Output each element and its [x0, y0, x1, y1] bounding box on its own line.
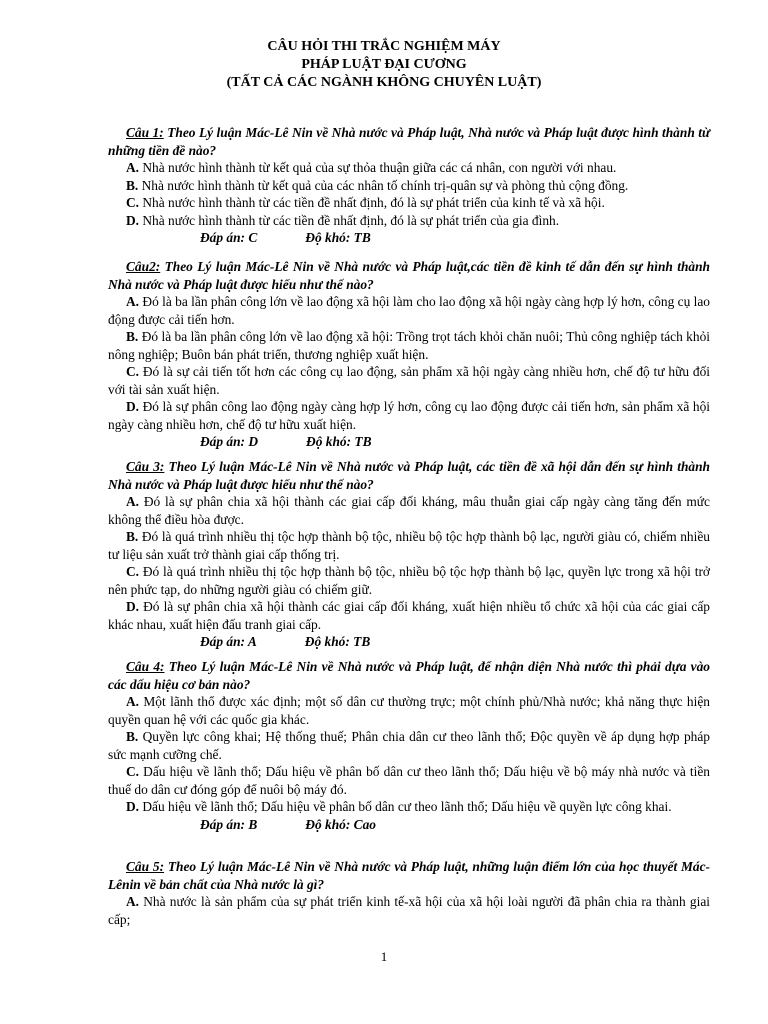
question-1	[108, 124, 710, 247]
option-letter: C.	[126, 764, 140, 779]
difficulty: Độ khó: TB	[304, 634, 371, 649]
option-b	[108, 328, 710, 363]
answer-line	[108, 816, 710, 834]
option-letter: B.	[126, 177, 139, 193]
option-letter: D.	[126, 399, 140, 414]
option-b	[108, 177, 710, 195]
option-d	[108, 398, 710, 433]
option-letter: A.	[126, 494, 140, 509]
option-letter: A.	[126, 894, 140, 909]
question-4	[108, 658, 710, 833]
question-stem	[108, 458, 710, 493]
option-letter: B.	[126, 329, 139, 344]
option-b	[108, 728, 710, 763]
option-b	[108, 528, 710, 563]
answer-key: Đáp án: A	[200, 634, 257, 649]
option-d	[108, 212, 710, 230]
answer-line	[108, 433, 710, 451]
option-letter: A.	[126, 294, 140, 309]
question-stem	[108, 258, 710, 293]
question-label: Câu 4:	[126, 659, 165, 674]
option-text: Đó là sự phân chia xã hội thành các giai cấp đối kháng, mâu thuẫn giai cấp ngày càng tăng đến mức không thể điều hòa được.	[108, 494, 710, 527]
option-a	[108, 493, 710, 528]
option-letter: A.	[126, 160, 140, 175]
option-d	[108, 798, 710, 816]
answer-key: Đáp án: C	[200, 230, 258, 245]
answer-key: Đáp án: B	[200, 816, 258, 832]
option-letter: C.	[126, 364, 140, 379]
answer-line	[108, 633, 710, 651]
option-c	[108, 563, 710, 598]
option-text: Nhà nước hình thành từ các tiền đề nhất định, đó là sự phát triển của kinh tế và xã hội.	[139, 195, 605, 210]
question-5	[108, 858, 710, 928]
option-text: Nhà nước hình thành từ kết quả của các nhân tố chính trị-quân sự và phòng thủ cộng đồng.	[138, 177, 629, 193]
question-stem	[108, 124, 710, 159]
option-letter: D.	[126, 799, 140, 814]
option-letter: B.	[126, 729, 139, 744]
option-text: Đó là sự cải tiến tốt hơn các công cụ lao động, sản phẩm xã hội ngày càng nhiều hơn, chế độ tư hữu đối với tài sản xuất hiện.	[108, 364, 710, 397]
option-text: Đó là ba lần phân công lớn về lao động xã hội làm cho lao động xã hội ngày càng hợp lý hơn, công cụ lao động được cải tiến hơn.	[108, 294, 710, 327]
option-letter: D.	[126, 599, 140, 614]
option-letter: C.	[126, 564, 140, 579]
option-d	[108, 598, 710, 633]
question-label: Câu2:	[126, 259, 161, 274]
option-letter: D.	[126, 212, 140, 228]
title-line-1: CÂU HỎI THI TRẮC NGHIỆM MÁY	[267, 39, 501, 54]
option-c	[108, 763, 710, 798]
difficulty: Độ khó: Cao	[305, 816, 376, 832]
question-label: Câu 1:	[126, 125, 164, 140]
difficulty: Độ khó: TB	[306, 434, 372, 449]
option-text: Dấu hiệu về lãnh thổ; Dấu hiệu về phân bố dân cư theo lãnh thổ; Dấu hiệu về quyền lực công khai.	[139, 799, 672, 814]
option-text: Đó là sự phân công lao động ngày càng hợp lý hơn, công cụ lao động được cải tiến hơn, sản phẩm xã hội ngày càng nhiều hơn, chế độ tư hữu xuất hiện.	[108, 399, 710, 432]
question-label: Câu 5:	[126, 859, 165, 874]
option-text: Nhà nước là sản phẩm của sự phát triển kinh tế-xã hội của xã hội loài người đã phân chia ra thành giai cấp;	[108, 894, 710, 927]
title-line-3: (TẤT CẢ CÁC NGÀNH KHÔNG CHUYÊN LUẬT)	[226, 75, 542, 90]
question-text: Theo Lý luận Mác-Lê Nin về Nhà nước và Pháp luật, những luận điểm lớn của học thuyết Mác- Lênin về bản chất của Nhà nước là gì?	[108, 859, 710, 892]
question-3	[108, 458, 710, 651]
option-text: Đó là quá trình nhiều thị tộc hợp thành bộ tộc, nhiều bộ tộc hợp thành bộ lạc, quyền lực trong xã hội trở nên phức tạp, do những người giàu có chiếm giữ.	[108, 564, 710, 597]
option-a	[108, 693, 710, 728]
question-text: Theo Lý luận Mác-Lê Nin về Nhà nước và Pháp luật, Nhà nước và Pháp luật được hình thành từ những tiền đề nào?	[108, 125, 710, 158]
question-stem	[108, 858, 710, 893]
question-text: Theo Lý luận Mác-Lê Nin về Nhà nước và Pháp luật,các tiền đề kinh tế dẫn đến sự hình thành Nhà nước và Pháp luật được hiểu như thế nào?	[108, 259, 710, 292]
option-c	[108, 194, 710, 212]
option-text: Đó là quá trình nhiều thị tộc hợp thành bộ tộc, nhiều bộ tộc hợp thành bộ lạc, người giàu có, chiếm nhiều tư liệu sản xuất trở thành giai cấp thống trị.	[108, 529, 710, 562]
option-letter: A.	[126, 694, 140, 709]
option-a	[108, 893, 710, 928]
option-text: Đó là sự phân chia xã hội thành các giai cấp đối kháng, xuất hiện nhiều tổ chức xã hội của các giai cấp khác nhau, xuất hiện đấu tranh giai cấp.	[108, 599, 710, 632]
option-text: Nhà nước hình thành từ các tiền đề nhất định, đó là sự phát triển của gia đình.	[139, 212, 560, 228]
difficulty: Độ khó: TB	[305, 230, 371, 245]
option-text: Nhà nước hình thành từ kết quả của sự thỏa thuận giữa các cá nhân, con người với nhau.	[139, 160, 617, 175]
title-line-2: PHÁP LUẬT ĐẠI CƯƠNG	[301, 57, 467, 72]
question-text: Theo Lý luận Mác-Lê Nin về Nhà nước và Pháp luật, các tiền đề xã hội dẫn đến sự hình thành Nhà nước và Pháp luật được hiểu như thế nào?	[108, 459, 711, 492]
document-title	[0, 38, 768, 92]
answer-line	[108, 229, 710, 247]
option-text: Dấu hiệu về lãnh thổ; Dấu hiệu về phân bố dân cư theo lãnh thổ; Dấu hiệu về bộ máy nhà nước và tiền thuế do dân cư đóng góp để nuôi bộ máy đó.	[108, 764, 710, 797]
option-a	[108, 293, 710, 328]
question-label: Câu 3:	[126, 459, 165, 474]
answer-key: Đáp án: D	[200, 434, 259, 449]
page-number: 1	[380, 949, 388, 964]
option-text: Quyền lực công khai; Hệ thống thuế; Phân chia dân cư theo lãnh thổ; Độc quyền về áp dụng hợp pháp sức mạnh cưỡng chế.	[108, 729, 710, 762]
option-a	[108, 159, 710, 177]
option-text: Đó là ba lần phân công lớn về lao động xã hội: Trồng trọt tách khỏi chăn nuôi; Thủ công nghiệp tách khỏi nông nghiệp; Buôn bán phát triển, thương nghiệp xuất hiện.	[108, 329, 710, 362]
question-text: Theo Lý luận Mác-Lê Nin về Nhà nước và Pháp luật, để nhận diện Nhà nước thì phải dựa vào các dấu hiệu cơ bản nào?	[108, 659, 711, 692]
option-letter: B.	[126, 529, 139, 544]
question-stem	[108, 658, 710, 693]
question-2	[108, 258, 710, 451]
option-c	[108, 363, 710, 398]
option-letter: C.	[126, 195, 140, 210]
option-text: Một lãnh thổ được xác định; một số dân cư thường trực; một chính phủ/Nhà nước; khả năng thực hiện quyền quan hệ với các quốc gia khác.	[108, 694, 710, 727]
